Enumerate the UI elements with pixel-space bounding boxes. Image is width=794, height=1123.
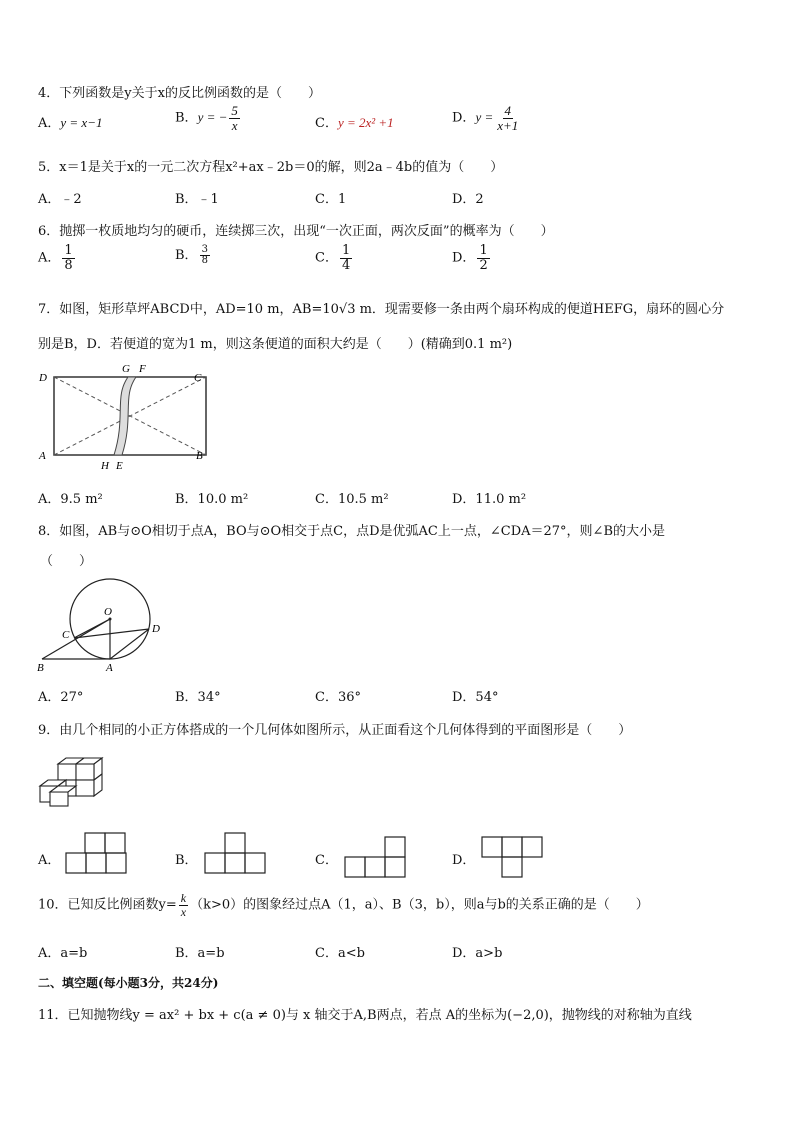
q9-option-b-label: B． (175, 853, 198, 868)
q8-stem-line1: 8．如图，AB与⊙O相切于点A，BO与⊙O相交于点C，点D是优弧AC上一点，∠CDA＝27°，则∠B的大小是 (38, 524, 665, 539)
q11-stem: 11．已知抛物线y = ax² + bx + c(a ≠ 0)与 x 轴交于A,B两点，若点 A的坐标为(−2,0)，抛物线的对称轴为直线 (38, 1008, 692, 1023)
q8-label-o: O (104, 606, 112, 618)
q9-option-a-label: A． (38, 853, 61, 868)
q6-option-c: C． $\frac{1}{4}$ (315, 243, 351, 273)
q7-option-a: A．9.5 m² (38, 492, 103, 507)
q8-label-a: A (106, 662, 113, 674)
q4-option-c: C．y = 2x² +1 (315, 115, 394, 131)
q7-stem-line2: 别是B，D．若便道的宽为1 m，则这条便道的面积大约是（ ）(精确到0.1 m²) (38, 337, 513, 352)
q7-label-a: A (39, 450, 46, 462)
q5-option-a: A．﹣2 (38, 192, 82, 207)
q8-label-b: B (37, 662, 44, 674)
q9-option-c-shape (344, 836, 406, 878)
q5-stem: 5．x＝1是关于x的一元二次方程x²+ax﹣2b＝0的解，则2a﹣4b的值为（ ） (38, 160, 504, 175)
q6-option-b: B． $\frac{3}{8}$ (175, 243, 208, 266)
q6-option-d: D． $\frac{1}{2}$ (452, 243, 488, 273)
q7-option-d: D．11.0 m² (452, 492, 527, 507)
q4-stem: 4．下列函数是y关于x的反比例函数的是（ ） (38, 86, 321, 101)
q5-option-c: C．1 (315, 192, 347, 207)
q7-option-c: C．10.5 m² (315, 492, 389, 507)
q7-label-f: F (139, 363, 146, 375)
q10-option-b: B．a=b (175, 946, 225, 961)
q8-option-d: D．54° (452, 690, 499, 705)
q9-option-d-shape (481, 836, 543, 878)
q8-option-c: C．36° (315, 690, 361, 705)
q8-stem-line2: （ ） (40, 554, 93, 569)
q7-option-b: B．10.0 m² (175, 492, 249, 507)
q7-stem-line1: 7．如图，矩形草坪ABCD中，AD=10 m，AB=10√3 m．现需要修一条由两个扇环构成的便道HEFG，扇环的圆心分 (38, 302, 725, 317)
q7-label-h: H (101, 460, 109, 472)
q8-option-b: B．34° (175, 690, 221, 705)
q7-figure (36, 362, 216, 474)
q7-label-b: B (196, 450, 203, 462)
q4-option-d: D．y = $\frac{4}{x+1}$ (452, 103, 519, 133)
q10-option-d: D．a>b (452, 946, 503, 961)
q7-label-e: E (116, 460, 123, 472)
q8-label-d: D (152, 623, 160, 635)
q4-option-b: B．y = − $\frac{5}{x}$ (175, 103, 238, 133)
q8-figure (34, 575, 174, 677)
q7-label-g: G (122, 363, 130, 375)
section-2-heading: 二、填空题(每小题3分，共24分) (38, 976, 219, 990)
q7-label-d: D (39, 372, 47, 384)
q8-label-c: C (62, 629, 70, 641)
q7-label-c: C (194, 372, 202, 384)
q9-option-c-label: C． (315, 853, 338, 868)
q5-option-b: B．﹣1 (175, 192, 219, 207)
q9-option-a-shape (65, 832, 127, 874)
q9-option-b-shape (204, 832, 266, 874)
q5-option-d: D．2 (452, 192, 484, 207)
q6-stem: 6．抛掷一枚质地均匀的硬币，连续掷三次，出现“一次正面，两次反面”的概率为（ ） (38, 224, 554, 239)
q9-stem: 9．由几个相同的小正方体搭成的一个几何体如图所示，从正面看这个几何体得到的平面图形是（ ） (38, 723, 632, 738)
q9-cube-figure (36, 756, 108, 810)
q4-option-a: A．y = x−1 (38, 115, 103, 131)
q9-option-d-label: D． (452, 853, 476, 868)
q10-stem: 10．已知反比例函数y= $\frac{k}{x}$ （k>0）的图象经过点A（1，a）、B（3，b），则a与b的关系正确的是（ ） (38, 891, 649, 919)
q6-option-a: A． $\frac{1}{8}$ (38, 243, 73, 273)
q10-option-a: A．a=b (38, 946, 88, 961)
q8-option-a: A．27° (38, 690, 84, 705)
q10-option-c: C．a<b (315, 946, 365, 961)
